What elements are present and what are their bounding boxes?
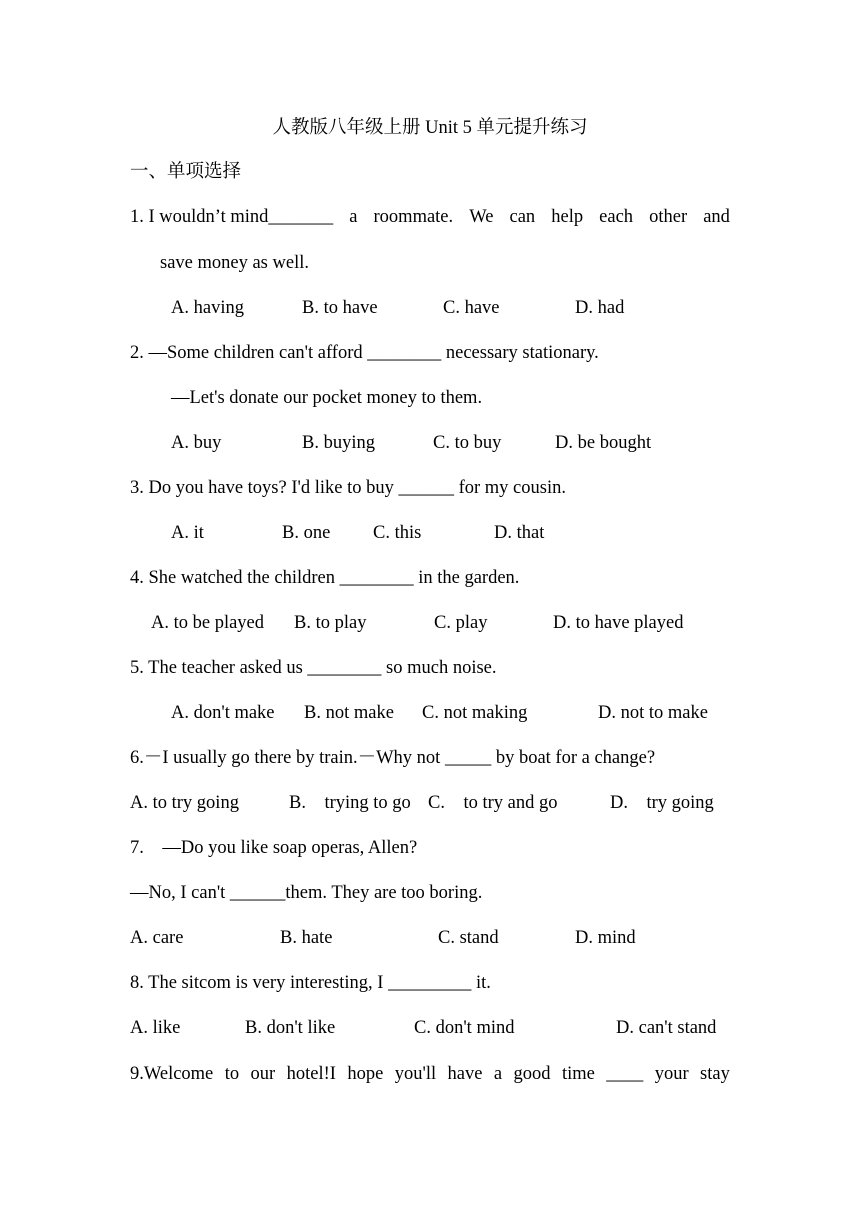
word: your: [654, 1064, 689, 1084]
question-5-stem: 5. The teacher asked us ________ so much noise.: [130, 658, 497, 678]
word: each: [599, 207, 634, 227]
word: 1. I wouldn’t mind_______: [130, 207, 334, 227]
question-9-stem: [130, 1065, 730, 1084]
word: and: [703, 207, 730, 227]
question-7-option-c: C. stand: [438, 928, 499, 948]
question-7-stem-continued: —No, I can't ______them. They are too boring.: [130, 883, 483, 903]
question-8-option-d: D. can't stand: [616, 1018, 717, 1038]
question-3-option-a: A. it: [171, 523, 204, 543]
word: to: [224, 1064, 240, 1084]
word: We: [469, 207, 494, 227]
question-2-option-c: C. to buy: [433, 433, 502, 453]
word: ____: [606, 1064, 644, 1084]
question-1-stem-continued: save money as well.: [160, 253, 309, 273]
page-title: 人教版八年级上册 Unit 5 单元提升练习: [272, 118, 588, 138]
word: roommate.: [373, 207, 454, 227]
question-4-option-a: A. to be played: [151, 613, 265, 633]
question-6-option-d: D. try going: [610, 793, 714, 813]
question-5-option-d: D. not to make: [598, 703, 708, 723]
question-2-option-a: A. buy: [171, 433, 222, 453]
question-7-option-b: B. hate: [280, 928, 333, 948]
question-2-option-d: D. be bought: [555, 433, 652, 453]
question-3-option-d: D. that: [494, 523, 545, 543]
word: time: [561, 1064, 595, 1084]
word: a: [493, 1064, 503, 1084]
question-3-option-c: C. this: [373, 523, 422, 543]
question-3-stem: 3. Do you have toys? I'd like to buy ______ for my cousin.: [130, 478, 566, 498]
question-4-stem: 4. She watched the children ________ in the garden.: [130, 568, 520, 588]
question-1-option-d: D. had: [575, 298, 625, 318]
question-8-stem: 8. The sitcom is very interesting, I _________ it.: [130, 973, 491, 993]
question-1-option-a: A. having: [171, 298, 244, 318]
question-2-stem-continued: —Let's donate our pocket money to them.: [171, 388, 483, 408]
question-1-option-b: B. to have: [302, 298, 378, 318]
word: our: [250, 1064, 276, 1084]
question-1-option-c: C. have: [443, 298, 500, 318]
question-1-stem: [130, 208, 730, 227]
question-6-option-a: A. to try going: [130, 793, 239, 813]
question-2-option-b: B. buying: [302, 433, 375, 453]
word: help: [551, 207, 584, 227]
word: other: [649, 207, 688, 227]
word: a: [349, 207, 358, 227]
question-8-option-b: B. don't like: [245, 1018, 336, 1038]
word: have: [447, 1064, 483, 1084]
question-3-option-b: B. one: [282, 523, 331, 543]
section-heading: 一、单项选择: [130, 162, 242, 182]
question-4-option-b: B. to play: [294, 613, 367, 633]
word: good: [513, 1064, 551, 1084]
question-6-option-c: C. to try and go: [428, 793, 558, 813]
question-7-option-a: A. care: [130, 928, 184, 948]
word: 9.Welcome: [130, 1064, 214, 1084]
question-7-stem: 7. —Do you like soap operas, Allen?: [130, 838, 418, 858]
question-5-option-c: C. not making: [422, 703, 528, 723]
question-4-option-d: D. to have played: [553, 613, 684, 633]
question-5-option-b: B. not make: [304, 703, 394, 723]
word: you'll: [394, 1064, 437, 1084]
word: hope: [347, 1064, 384, 1084]
question-5-option-a: A. don't make: [171, 703, 275, 723]
question-6-stem: 6.－I usually go there by train.－Why not _____ by boat for a change?: [130, 748, 656, 768]
word: hotel!I: [286, 1064, 336, 1084]
question-8-option-a: A. like: [130, 1018, 181, 1038]
question-4-option-c: C. play: [434, 613, 488, 633]
question-8-option-c: C. don't mind: [414, 1018, 515, 1038]
word: can: [509, 207, 536, 227]
question-7-option-d: D. mind: [575, 928, 636, 948]
word: stay: [700, 1064, 730, 1084]
question-6-option-b: B. trying to go: [289, 793, 411, 813]
question-2-stem: 2. —Some children can't afford ________ necessary stationary.: [130, 343, 599, 363]
